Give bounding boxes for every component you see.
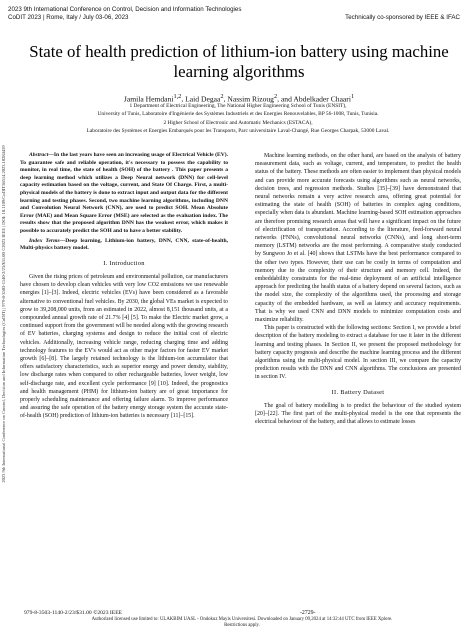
isbn-footer: 979-8-3503-1140-2/23/$31.00 ©2023 IEEE — [24, 610, 123, 616]
paper-title: State of health prediction of lithium-ion battery using machine learning algorithms — [29, 42, 449, 81]
battery-paragraph: The goal of battery modelling is to predict the behaviour of the studied system [20]–[22]. The first part of the multi-physical model is the one that represents the electrical behaviour of the battery, and that allows to estimate losses — [255, 402, 461, 426]
affiliation-line: 1 Department of Electrical Engineering, The National Higher Engineering School of Tunis (ENSIT), — [129, 103, 347, 109]
license-footer: Authorized licensed use limited to: ULAKBIM UASL - Ondokuz Mayis Universitesi. Downloaded on January 09,2024 at 14:32:44 UTC from IEEE Xplore. Restrictions apply. — [91, 617, 393, 628]
abstract-label: Abstract — [29, 152, 49, 158]
doi-sidebar: 2023 9th International Conference on Control, Decision and Information Technologies (CoDIT) | 979-8-3503-1140-2/23/$31.00 ©2023 IEEE | DOI: 10.1109/CoDIT58514.2023.10284459 — [1, 145, 6, 483]
page-number: -2729- — [300, 610, 316, 616]
affiliation-line: University of Tunis, Laboratoire d'Ingénierie des Systèmes Industriels et des Energies Renouvelables, BP 56-1008, Tunis, Tunisia. — [97, 111, 379, 118]
body-paragraph: Machine learning methods, on the other hand, are based on the analysis of battery measurement data, such as voltage, current, and temperature, to predict the health status of the battery. These methods are often easier to implement than physical models and can provide more accurate forecasts using algorithms such as neural networks, decision trees, and regression methods. Studies [35]–[39] have demonstrated that neural networks remain a very active research area, offering great potential for estimating the state of health (SOH) of batteries in complex aging conditions, especially when data is abundant. Machine learning-based SOH estimation approaches are therefore promising research areas that will have a significant impact on the future of electrification of transportation. According to the literature, feed-forward neural networks (FNNs), convolutional neural networks (CNNs), and long short-term memory (LSTM) networks are the most performing. A comparative study conducted by Sungwoo Jo et al. [40] shows that LSTMs have the best performance compared to the other two types. However, their use can be costly in terms of computation and memory due to the complexity of their structure and memory cell. Indeed, the embeddability constraints for the real-time deployment of an artificial intelligence approach for predicting the health status of a battery depend on several factors, such as the model size, the complexity of the algorithms used, the processing and storage capacity of the embedded hardware, as well as latency and accuracy requirements. That is why we used CNN and DNN models to minimize computation costs and maximize reliability. — [255, 153, 461, 324]
index-terms-label: Index Terms — [29, 237, 60, 244]
conference-location-date: CoDIT 2023 | Rome, Italy / July 03-06, 2023 — [8, 14, 129, 21]
affiliation-line: 2 Higher School of Electronic and Automatic Mechanics (ESTACA), — [163, 119, 313, 126]
index-terms-text: —Deep learning, Lithium-ion battery, DNN, CNN, state-of-health, Multi-physics battery model. — [20, 237, 229, 252]
index-terms — [20, 238, 228, 253]
intro-paragraph: Given the rising prices of petroleum and environmental pollution, car manufacturers have chosen to develop clean vehicles with very low CO2 emissions we use renewable energies [1]–[3]. Indeed, electric vehicles (EVs) have been considered as a favorable alternative to conventional fuel vehicles. By 2030, the global VEs market is expected to grow to 39,208,000 units, from an estimated in 2022, almost 8,151 thousand units, at a compounded annual growth rate of 21.7% [4] [5]. To make the Electric market grow, a continued support from the government will be needed along with the growing research of EV batteries, charging systems and design to reduce the initial cost of electric vehicles. Additionally, increasing vehicle range, reducing charging time and adding technology features to the EV's would act as other major factors for faster EV market growth [6]–[8]. The largely retained technology is the lithium-ion accumulator that offers satisfactory characteristics, such as superior energy and power density, stability, low discharge rates when compared to other rechargeable batteries, lower weight, low self-discharge rate, and excellent cycle performance [9] [10]. Indeed, the prognostics and health management (PHM) for lithium-ion battery are of great importance for properly scheduling maintenance and offering failure alarm. To improve performance and assuring the safe operation of the battery energy storage system the accurate state-of-health (SOH) prediction of lithium-ion batteries is necessary [11]–[15]. — [20, 273, 228, 420]
section-heading-battery-dataset: II. Battery Dataset — [331, 388, 385, 396]
affiliation-line: Laboratoire des Systèmes et Energies Embarqués pour les Transports, Parc universitaire Laval-Changé, Rue Georges Charpak, 53000 Laval. — [86, 128, 390, 135]
abstract — [20, 152, 228, 236]
left-column — [20, 152, 228, 421]
section-heading-introduction: I. Introduction — [103, 259, 145, 267]
abstract-text: —In the last years have seen an increasing usage of Electrical Vehicle (EV). To guarantee safe and reliable operation, it's necessary to possess the capability to monitor, in real time, the state of health (SOH) of the battery . This paper presents a deep learning method which utilizes a Deep Neural network (DNN) for cell-level capacity estimation based on the voltage, current, and State Of Charge. First, a multi-physical models of the battery is done to extract input and output data for the different learning and testing phases. Second, two machine learning algorithms, including DNN and Convolution Neural Network (CNN), are used to predict SOH. Mean Absolute Error (MAE) and Mean Square Error (MSE) are selected as the evaluation index. The results show that the proposed algorithm DNN has the weakest error, which makes it possible to accurately predict the SOH and to have a better stability. — [20, 152, 228, 234]
cosponsor-note: Technically co-sponsored by IEEE & IFAC — [345, 14, 460, 21]
author-list: Jamila Hemdani$^{1,2}$, Laid Degaa$^2$, Nassim Rizoug$^2$, and Abdelkader Chaari$^1$ — [123, 93, 355, 104]
affiliations — [10, 102, 466, 136]
right-column — [255, 152, 461, 427]
body-paragraph: This paper is constructed with the following sections: Section I, we provide a brief description of the battery modeling to extract a database for use it later in the different learning and testing phases. In Section II, we present the proposed methodology for battery capacity prognosis and describe the machine learning process and the different algorithms using the multi-physical model. In section III, we compare the capacity prediction results with the DNN and CNN algorithms. The conclusions are presented in section IV. — [255, 325, 461, 381]
conference-header: 2023 9th International Conference on Control, Decision and Information Technologies — [8, 6, 242, 13]
